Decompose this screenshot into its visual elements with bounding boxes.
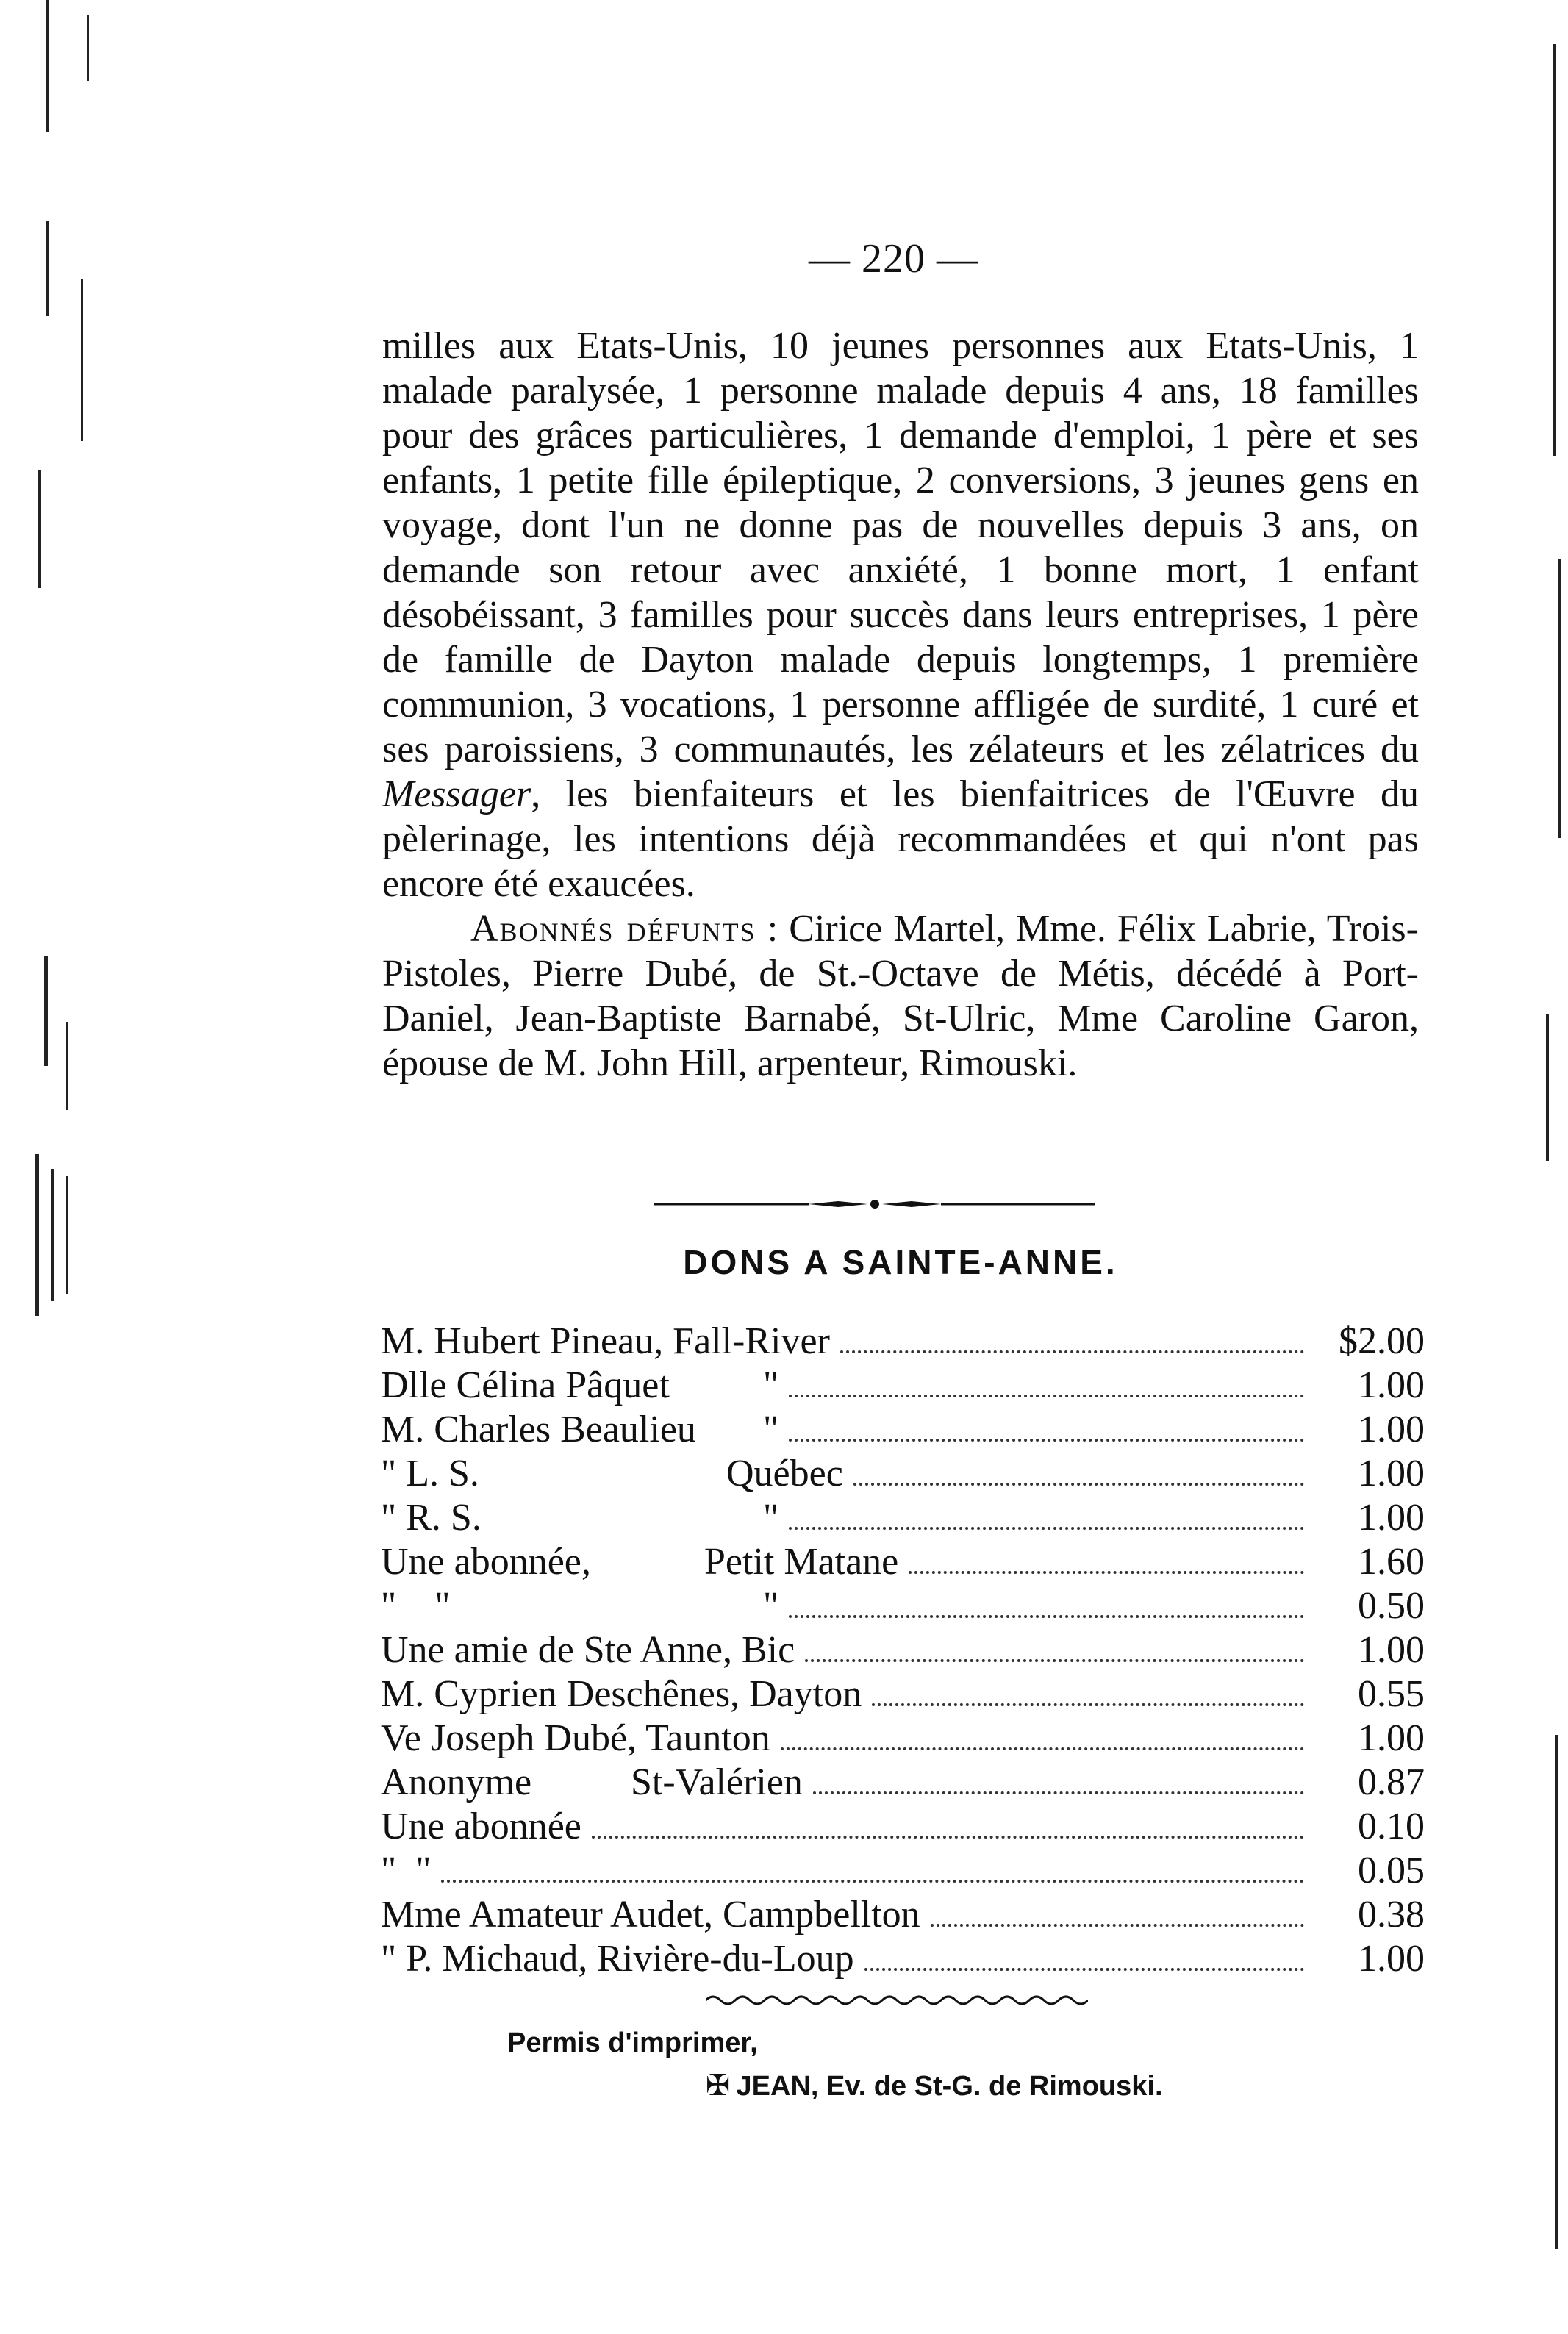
donation-row [381, 1452, 1425, 1496]
donation-amount: 0.10 [1358, 1805, 1425, 1847]
dot-leader [840, 1350, 1304, 1353]
page-number: — 220 — [809, 236, 978, 282]
donation-row [381, 1320, 1425, 1364]
donation-row [381, 1672, 1425, 1717]
donor-place: Petit Matane [704, 1541, 899, 1583]
dot-leader [864, 1968, 1304, 1971]
donor-name: Une abonnée [381, 1805, 581, 1847]
dot-leader [813, 1791, 1304, 1794]
donation-amount: $2.00 [1339, 1320, 1425, 1362]
intentions-text-end: , les bienfaiteurs et les bienfaitrices de l'Œuvre du pèlerinage, les intentions déjà recommandées et qui n'ont pas encore été exaucées. [382, 773, 1419, 905]
donation-amount: 0.55 [1358, 1673, 1425, 1715]
cross-icon: ✠ [706, 2069, 731, 2102]
messager-title: Messager [382, 773, 531, 815]
dot-leader [805, 1659, 1304, 1662]
donation-amount: 1.00 [1358, 1938, 1425, 1980]
donor-place: " [763, 1585, 779, 1627]
donation-amount: 0.87 [1358, 1761, 1425, 1803]
dot-leader [781, 1747, 1304, 1750]
donor-name: Une abonnée, [381, 1541, 591, 1583]
donation-amount: 0.38 [1358, 1894, 1425, 1936]
donor-name: " P. Michaud, Rivière-du-Loup [381, 1938, 854, 1980]
donation-row [381, 1584, 1425, 1628]
imprimatur [507, 2022, 1433, 2108]
donor-name: M. Cyprien Deschênes, Dayton [381, 1673, 862, 1715]
donor-place: " [763, 1408, 779, 1450]
donation-amount: 1.00 [1358, 1364, 1425, 1406]
donor-name: " R. S. [381, 1497, 482, 1539]
donation-amount: 1.00 [1358, 1408, 1425, 1450]
donation-row [381, 1540, 1425, 1584]
donor-place: Québec [726, 1453, 843, 1494]
donations-list [381, 1320, 1425, 1981]
dot-leader [789, 1615, 1304, 1618]
defunts-label: Abonnés défunts [470, 908, 756, 950]
squiggle-divider [706, 1991, 1088, 2010]
dot-leader [789, 1527, 1304, 1530]
body-text [382, 323, 1419, 1086]
donation-row [381, 1408, 1425, 1452]
imprimatur-line2-row [507, 2064, 1433, 2108]
donation-row [381, 1717, 1425, 1761]
dot-leader [909, 1571, 1304, 1574]
dot-leader [789, 1395, 1304, 1397]
donor-name: M. Charles Beaulieu [381, 1408, 696, 1450]
donation-row [381, 1761, 1425, 1805]
donation-row [381, 1937, 1425, 1981]
dot-leader [592, 1836, 1304, 1839]
donation-row [381, 1496, 1425, 1540]
defunts-paragraph [382, 906, 1419, 1086]
donor-place: " [763, 1497, 779, 1539]
donor-name: " " [381, 1850, 432, 1891]
donation-amount: 0.05 [1358, 1850, 1425, 1891]
defunts-text: : Cirice Martel, Mme. Félix Labrie, Trois-Pistoles, Pierre Dubé, de St.-Octave de Métis, décédé à Port-Daniel, Jean-Baptiste Barnabé, St-Ulric, Mme Caroline Garon, épouse de M. John Hill, arpenteur, Rimouski. [382, 908, 1419, 1084]
dot-leader [931, 1924, 1304, 1927]
dot-leader [853, 1483, 1304, 1486]
donor-name: " L. S. [381, 1453, 479, 1494]
donation-amount: 1.00 [1358, 1497, 1425, 1539]
intentions-text: milles aux Etats-Unis, 10 jeunes personnes aux Etats-Unis, 1 malade paralysée, 1 personne malade depuis 4 ans, 18 familles pour des grâces particulières, 1 demande d'emploi, 1 père et ses enfants, 1 petite fille épileptique, 2 conversions, 3 jeunes gens en voyage, dont l'un ne donne pas de nouvelles depuis 3 ans, on demande son retour avec anxiété, 1 bonne mort, 1 enfant désobéissant, 3 familles pour succès dans leurs entreprises, 1 père de famille de Dayton malade depuis longtemps, 1 première communion, 3 vocations, 1 personne affligée de surdité, 1 curé et ses paroissiens, 3 communautés, les zélateurs et les zélatrices du [382, 325, 1419, 770]
donor-name: Une amie de Ste Anne, Bic [381, 1629, 795, 1671]
imprimatur-line2: JEAN, Ev. de St-G. de Rimouski. [736, 2071, 1163, 2102]
donor-name: Mme Amateur Audet, Campbellton [381, 1894, 920, 1936]
donation-row [381, 1893, 1425, 1937]
donor-name: Anonyme [381, 1761, 532, 1803]
donor-place: St-Valérien [631, 1761, 803, 1803]
scan-edge-left [0, 0, 103, 2334]
donor-name: Ve Joseph Dubé, Taunton [381, 1717, 770, 1759]
ornamental-divider [654, 1198, 1095, 1210]
donation-row [381, 1628, 1425, 1672]
donation-amount: 1.60 [1358, 1541, 1425, 1583]
donation-amount: 1.00 [1358, 1717, 1425, 1759]
donation-row [381, 1805, 1425, 1849]
dot-leader [872, 1703, 1304, 1706]
intentions-paragraph [382, 323, 1419, 906]
donor-name: " " [381, 1585, 451, 1627]
donor-name: M. Hubert Pineau, Fall-River [381, 1320, 830, 1362]
dot-leader [789, 1439, 1304, 1442]
scan-edge-right [1539, 44, 1568, 2323]
donation-row [381, 1364, 1425, 1408]
donor-place: " [763, 1364, 779, 1406]
section-title: DONS A SAINTE-ANNE. [683, 1243, 1118, 1281]
donation-row [381, 1849, 1425, 1893]
donor-name: Dlle Célina Pâquet [381, 1364, 670, 1406]
donation-amount: 1.00 [1358, 1629, 1425, 1671]
donation-amount: 0.50 [1358, 1585, 1425, 1627]
imprimatur-line1: Permis d'imprimer, [507, 2027, 758, 2058]
dot-leader [441, 1880, 1304, 1883]
donation-amount: 1.00 [1358, 1453, 1425, 1494]
